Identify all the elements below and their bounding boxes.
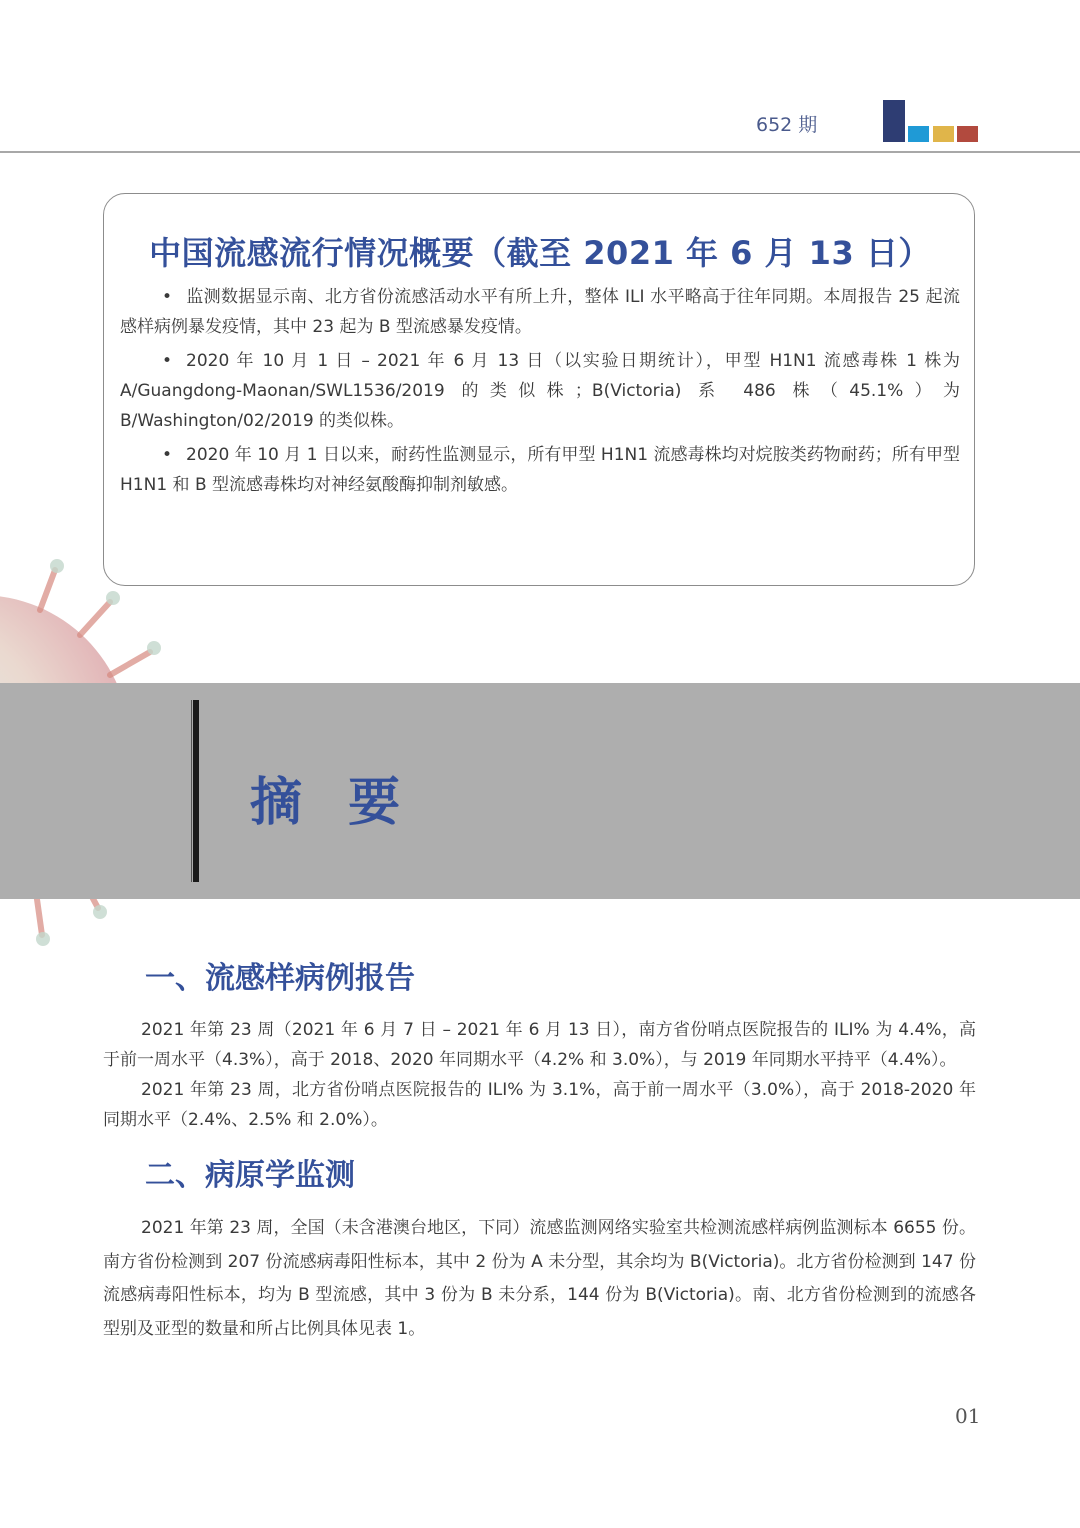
paragraph: 2021 年第 23 周，北方省份哨点医院报告的 ILI% 为 3.1%，高于前一周水平（3.0%），高于 2018-2020 年同期水平（2.4%、2.5% 和 2.0%）。: [103, 1080, 976, 1130]
abstract-title: 摘 要: [250, 773, 415, 833]
paragraph: 2021 年第 23 周，全国（未含港澳台地区，下同）流感监测网络实验室共检测流感样病例监测标本 6655 份。南方省份检测到 207 份流感病毒阳性标本，其中 2 份为 A 未分型，其余均为 B(Victoria)。北方省份检测到 147 份流感病毒阳性标本，均为 B 型流感，其中 3 份为 B 未分系，144 份为 B(Victoria)。南、北方省份检测到的流感各型别及亚型的数量和所占比例具体见表 1。: [103, 1218, 976, 1339]
band-accent-line: [191, 700, 192, 882]
logo-block-blue: [908, 126, 929, 142]
abstract-band: [0, 683, 1080, 899]
paragraph: 2021 年第 23 周（2021 年 6 月 7 日 – 2021 年 6 月 13 日），南方省份哨点医院报告的 ILI% 为 4.4%，高于前一周水平（4.3%），高于 2018、2020 年同期水平（4.2% 和 3.0%），与 2019 年同期水平持平（4.4%）。: [103, 1020, 976, 1070]
summary-bullet: • 监测数据显示南、北方省份流感活动水平有所上升，整体 ILI 水平略高于往年同期。本周报告 25 起流感样病例暴发疫情，其中 23 起为 B 型流感暴发疫情。: [120, 282, 960, 342]
page-number: 01: [955, 1404, 981, 1428]
summary-title: 中国流感流行情况概要（截至 2021 年 6 月 13 日）: [149, 234, 931, 272]
summary-bullet: • 2020 年 10 月 1 日以来，耐药性监测显示，所有甲型 H1N1 流感毒株均对烷胺类药物耐药；所有甲型 H1N1 和 B 型流感毒株均对神经氨酸酶抑制剂敏感。: [120, 440, 960, 500]
summary-bullet-list: [120, 282, 960, 504]
section-ili-body: [103, 1015, 976, 1135]
section-heading-pathogen: 二、病原学监测: [145, 1158, 355, 1193]
publication-logo: [883, 100, 978, 142]
logo-block-gold: [933, 126, 954, 142]
issue-label: 652 期: [756, 114, 818, 136]
summary-bullet: • 2020 年 10 月 1 日 – 2021 年 6 月 13 日（以实验日期统计），甲型 H1N1 流感毒株 1 株为 A/Guangdong-Maonan/SWL1536/2019 的类似株；B(Victoria) 系 486 株（45.1%）为 B/Washington/02/2019 的类似株。: [120, 346, 960, 436]
section-pathogen-body: [103, 1212, 976, 1346]
logo-block-navy: [883, 100, 905, 142]
section-heading-ili: 一、流感样病例报告: [145, 961, 415, 996]
band-accent-bar: [193, 700, 199, 882]
header-divider: [0, 151, 1080, 153]
logo-block-red: [957, 126, 978, 142]
